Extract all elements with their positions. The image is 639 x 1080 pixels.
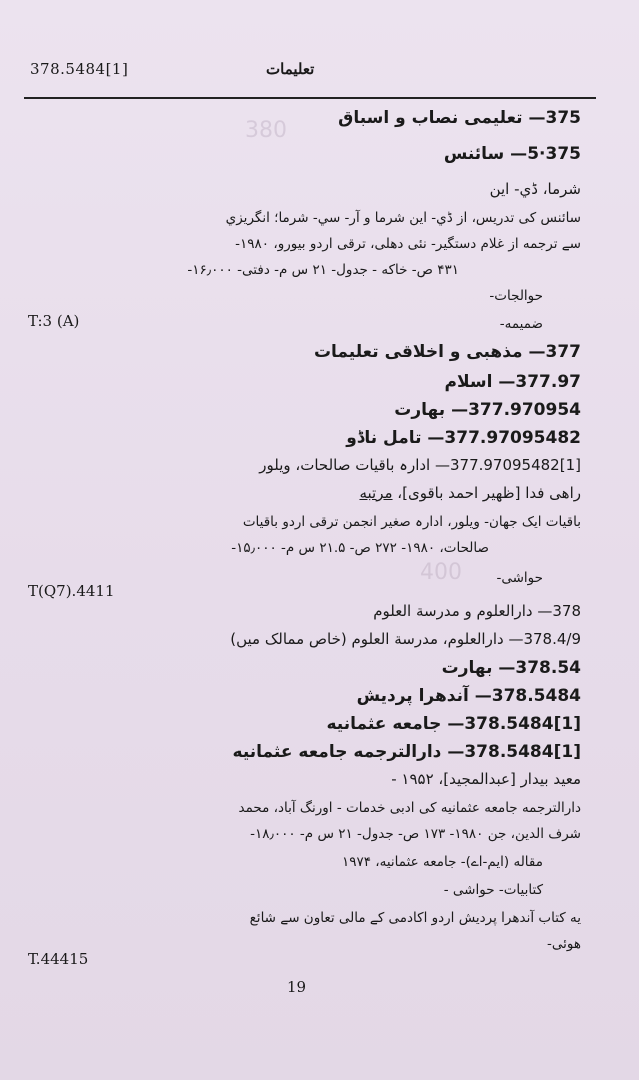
side-code: T.44415 bbox=[28, 950, 89, 968]
entry-line: ۴۳۱ ص- خاکه - جدول- ۲۱ س م- دفتی- ۱۶٫۰۰۰- bbox=[187, 262, 459, 278]
notes-line: ضمیمه- bbox=[499, 316, 543, 332]
notes-line: هوئی- bbox=[547, 936, 581, 952]
heading-377-97095482: 377.97095482— تامل ناڈو bbox=[346, 428, 581, 448]
notes-line: حوالجات- bbox=[489, 288, 543, 304]
author-line bbox=[359, 484, 581, 502]
bleed-through-mark: 400 bbox=[420, 560, 462, 585]
heading-378-4-9: 378.4/9— دارالعلوم، مدرسة العلوم (خاص ممالک میں) bbox=[230, 630, 581, 648]
author-line: شرما، ڈي- این bbox=[489, 180, 581, 198]
header-class-number: 378.5484[1] bbox=[30, 60, 129, 78]
entry-line: صالحات، ۱۹۸۰- ۲۷۲ ص- ۲۱.۵ س م- ۱۵٫۰۰۰- bbox=[231, 540, 489, 556]
author-name: راهی فدا [ظهیر احمد باقوی]، bbox=[392, 484, 581, 502]
bleed-through-mark: 380 bbox=[245, 118, 287, 143]
side-code: T(Q7).4411 bbox=[28, 582, 115, 600]
notes-line: حواشی- bbox=[496, 570, 543, 586]
heading-377-97: 377.97— اسلام bbox=[444, 372, 581, 392]
heading-378-54: 378.54— بهارت bbox=[441, 658, 581, 678]
notes-line: یه کتاب آندهرا پردیش اردو اکادمی کے مالی تعاون سے شائع bbox=[249, 910, 581, 926]
heading-377-970954: 377.970954— بهارت bbox=[394, 400, 581, 420]
role-label: مرتبه bbox=[359, 484, 393, 502]
notes-line: مقاله (ایم-اے)- جامعه عثمانیه، ۱۹۷۴ bbox=[341, 854, 543, 870]
heading-osmania: [1]378.5484— جامعه عثمانیه bbox=[326, 714, 581, 734]
notes-line: کتابیات- حواشی - bbox=[443, 882, 543, 898]
page-number: 19 bbox=[287, 978, 307, 996]
heading-375: 375— تعلیمی نصاب و اسباق bbox=[338, 108, 581, 128]
author-line: معید بیدار [عبدالمجید]، ۱۹۵۲ - bbox=[391, 770, 581, 788]
entry-line: سے ترجمه از غلام دستگیر- نئی دهلی، ترقی اردو بیورو، ۱۹۸۰- bbox=[235, 236, 581, 252]
header-rule bbox=[24, 97, 596, 99]
heading-institution: [1]377.97095482— ادارہ باقیات صالحات، ویلور bbox=[259, 456, 581, 474]
heading-darultarjuma: [1]378.5484— دارالترجمه جامعه عثمانیه bbox=[232, 742, 581, 762]
entry-line: دارالترجمه جامعه عثمانیه کی ادبی خدمات - اورنگ آباد، محمد bbox=[238, 800, 581, 816]
entry-line: شرف الدین، جن ۱۹۸۰- ۱۷۳ ص- جدول- ۲۱ س م- ۱۸٫۰۰۰- bbox=[250, 826, 581, 842]
entry-line: باقیات ایک جهان- ویلور، ادارہ صغیر انجمن ترقی اردو باقیات bbox=[242, 514, 581, 530]
side-code: T:3 (A) bbox=[28, 312, 80, 330]
heading-378-5484: 378.5484— آندهرا پردیش bbox=[356, 686, 581, 706]
header-title: تعلیمات bbox=[266, 60, 315, 78]
heading-378: 378— دارالعلوم و مدرسة العلوم bbox=[373, 602, 581, 620]
entry-line: سائنس کی تدریس، از ڈي- این شرما و آر- سي- شرما؛ انگریزي bbox=[225, 210, 581, 226]
heading-377: 377— مذهبی و اخلاقی تعلیمات bbox=[313, 342, 581, 362]
heading-375-5: 375·5— سائنس bbox=[443, 144, 581, 164]
